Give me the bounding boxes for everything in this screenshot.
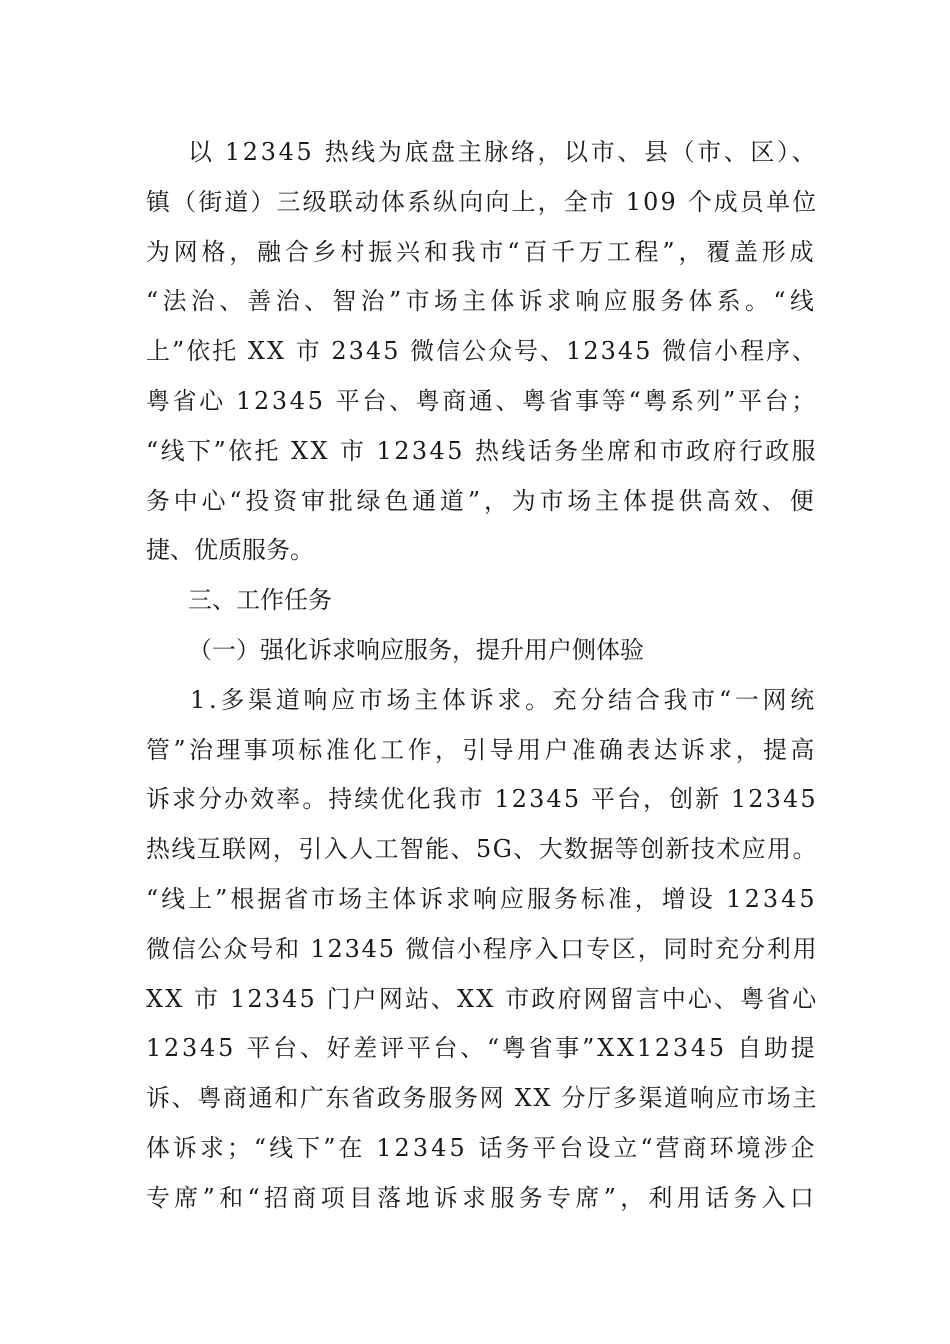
line-text: XX 市 12345 门户网站、XX 市政府网留言中心、粤省心: [146, 984, 819, 1013]
text-line: [146, 775, 818, 825]
text-line: [146, 925, 818, 975]
text-line: [146, 676, 818, 726]
text-line: [146, 228, 818, 278]
text-line: [146, 277, 818, 327]
line-text: “法治、善治、智治”市场主体诉求响应服务体系。“线: [146, 287, 819, 316]
text-line: [146, 128, 818, 178]
line-text: 诉求分办效率。持续优化我市 12345 平台，创新 12345: [146, 785, 818, 814]
line-text: 管”治理事项标准化工作，引导用户准确表达诉求，提高: [146, 735, 818, 764]
line-text: 体诉求；“线下”在 12345 话务平台设立“营商环境涉企: [146, 1133, 818, 1162]
line-text: 以 12345 热线为底盘主脉络，以市、县（市、区）、: [188, 138, 819, 166]
line-text: 务中心“投资审批绿色通道”，为市场主体提供高效、便: [146, 486, 818, 515]
line-text: 上”依托 XX 市 2345 微信公众号、12345 微信小程序、: [146, 337, 819, 366]
text-line: [146, 825, 818, 875]
document-body: [146, 128, 818, 1224]
text-line: [146, 1024, 818, 1074]
text-line: [146, 427, 818, 477]
line-text: 1.多渠道响应市场主体诉求。充分结合我市“一网统: [190, 685, 819, 714]
text-line: [146, 726, 818, 776]
line-text: “线下”依托 XX 市 12345 热线话务坐席和市政府行政服: [146, 436, 819, 465]
heading-text: （一）强化诉求响应服务，提升用户侧体验: [188, 635, 644, 664]
text-line: [146, 1124, 818, 1174]
text-line: [146, 526, 818, 576]
line-text: 镇（街道）三级联动体系纵向向上，全市 109 个成员单位: [146, 187, 819, 216]
text-line: [146, 1174, 818, 1224]
line-text: 诉、粤商通和广东省政务服务网 XX 分厅多渠道响应市场主: [146, 1084, 819, 1113]
line-text: “线上”根据省市场主体诉求响应服务标准，增设 12345: [146, 884, 818, 913]
text-line: [146, 327, 818, 377]
section-heading: [146, 576, 818, 626]
line-text: 热线互联网，引入人工智能、5G、大数据等创新技术应用。: [146, 835, 818, 864]
heading-text: 三、工作任务: [188, 586, 332, 615]
text-line: [146, 875, 818, 925]
line-text: 捷、优质服务。: [146, 536, 314, 565]
text-line: [146, 975, 818, 1025]
line-text: 粤省心 12345 平台、粤商通、粤省事等“粤系列”平台；: [146, 386, 818, 415]
text-line: [146, 178, 818, 228]
line-text: 12345 平台、好差评平台、“粤省事”XX12345 自助提: [146, 1034, 818, 1063]
text-line: [146, 377, 818, 427]
text-line: [146, 1074, 818, 1124]
subsection-heading: [146, 626, 818, 676]
line-text: 微信公众号和 12345 微信小程序入口专区，同时充分利用: [146, 934, 819, 963]
line-text: 专席”和“招商项目落地诉求服务专席”，利用话务入口: [146, 1183, 819, 1212]
text-line: [146, 477, 818, 527]
line-text: 为网格，融合乡村振兴和我市“百千万工程”，覆盖形成: [146, 237, 818, 266]
